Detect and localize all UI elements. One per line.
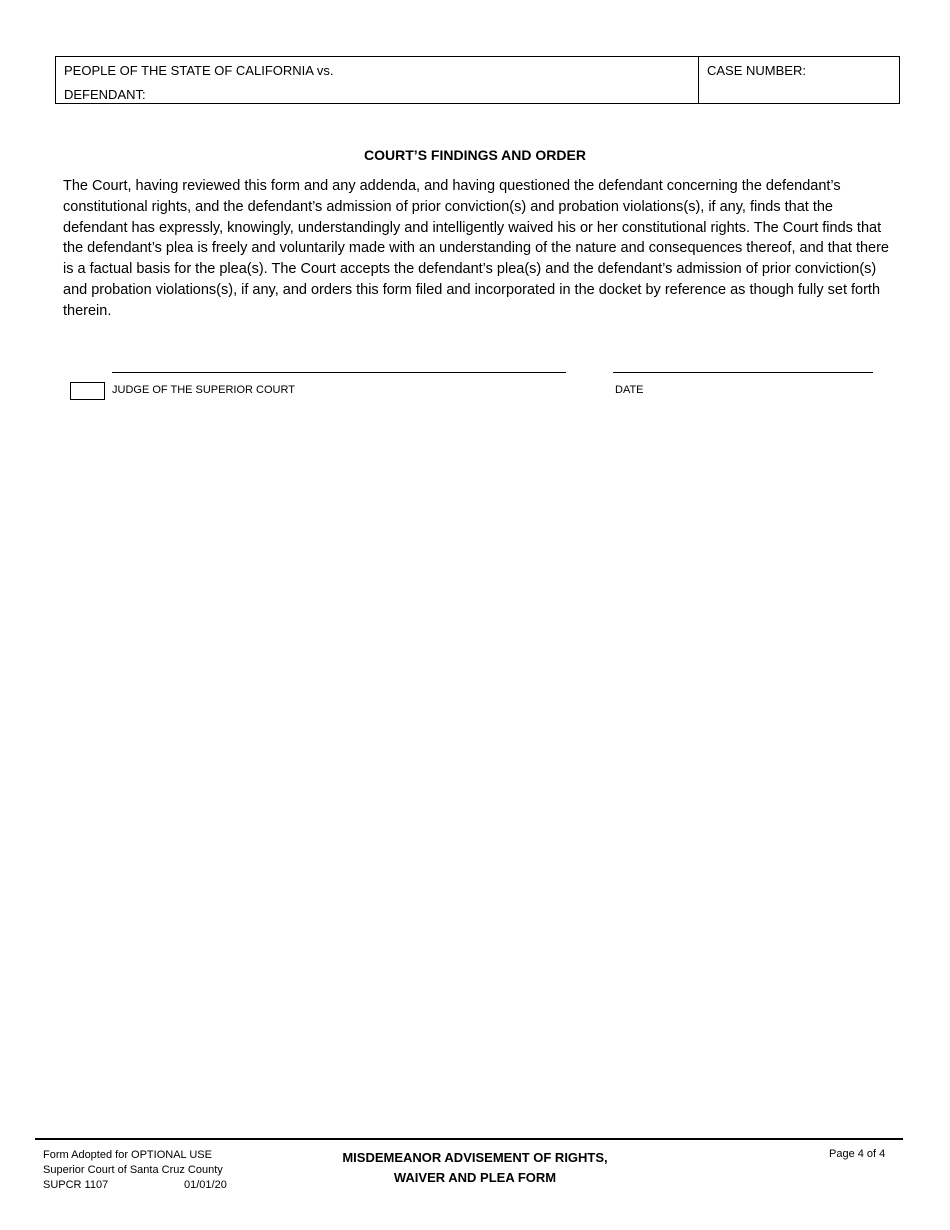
footer-form-date: 01/01/20 <box>184 1179 227 1191</box>
footer-title-line2: WAIVER AND PLEA FORM <box>393 1170 557 1185</box>
caption-parties <box>56 57 699 103</box>
findings-title: COURT’S FINDINGS AND ORDER <box>364 147 586 163</box>
page-number: Page 4 of 4 <box>829 1148 886 1160</box>
footer-court: Superior Court of Santa Cruz County <box>43 1164 223 1176</box>
defendant-label: DEFENDANT: <box>64 87 146 102</box>
judge-signature-line[interactable] <box>112 372 566 373</box>
judge-checkbox[interactable] <box>70 382 105 400</box>
people-line: PEOPLE OF THE STATE OF CALIFORNIA vs. <box>64 63 334 78</box>
footer-form-title <box>0 1148 950 1188</box>
judge-label: JUDGE OF THE SUPERIOR COURT <box>112 384 295 396</box>
footer-title-line1: MISDEMEANOR ADVISEMENT OF RIGHTS, <box>342 1150 608 1165</box>
case-caption-box <box>55 56 900 104</box>
findings-body: The Court, having reviewed this form and any addenda, and having questioned the defendant concerning the defendant’s constitutional rights, and the defendant’s admission of prior conviction(s) and probation violations(s), if any, finds that the defendant has expressly, knowingly, understandingly and intelligently waived his or her constitutional rights. The Court finds that the defendant’s plea is freely and voluntarily made with an understanding of the nature and consequences thereof, and that there is a factual basis for the plea(s). The Court accepts the defendant’s plea(s) and the defendant’s admission of prior conviction(s) and probation violations(s), if any, and orders this form filed and incorporated in the docket by reference as though fully set forth therein. <box>63 178 889 319</box>
case-number-label: CASE NUMBER: <box>707 63 806 78</box>
footer-divider <box>35 1138 903 1140</box>
footer-adopted: Form Adopted for OPTIONAL USE <box>43 1149 212 1161</box>
footer-form-code: SUPCR 1107 <box>43 1179 109 1191</box>
date-signature-line[interactable] <box>613 372 873 373</box>
date-label: DATE <box>615 384 644 396</box>
